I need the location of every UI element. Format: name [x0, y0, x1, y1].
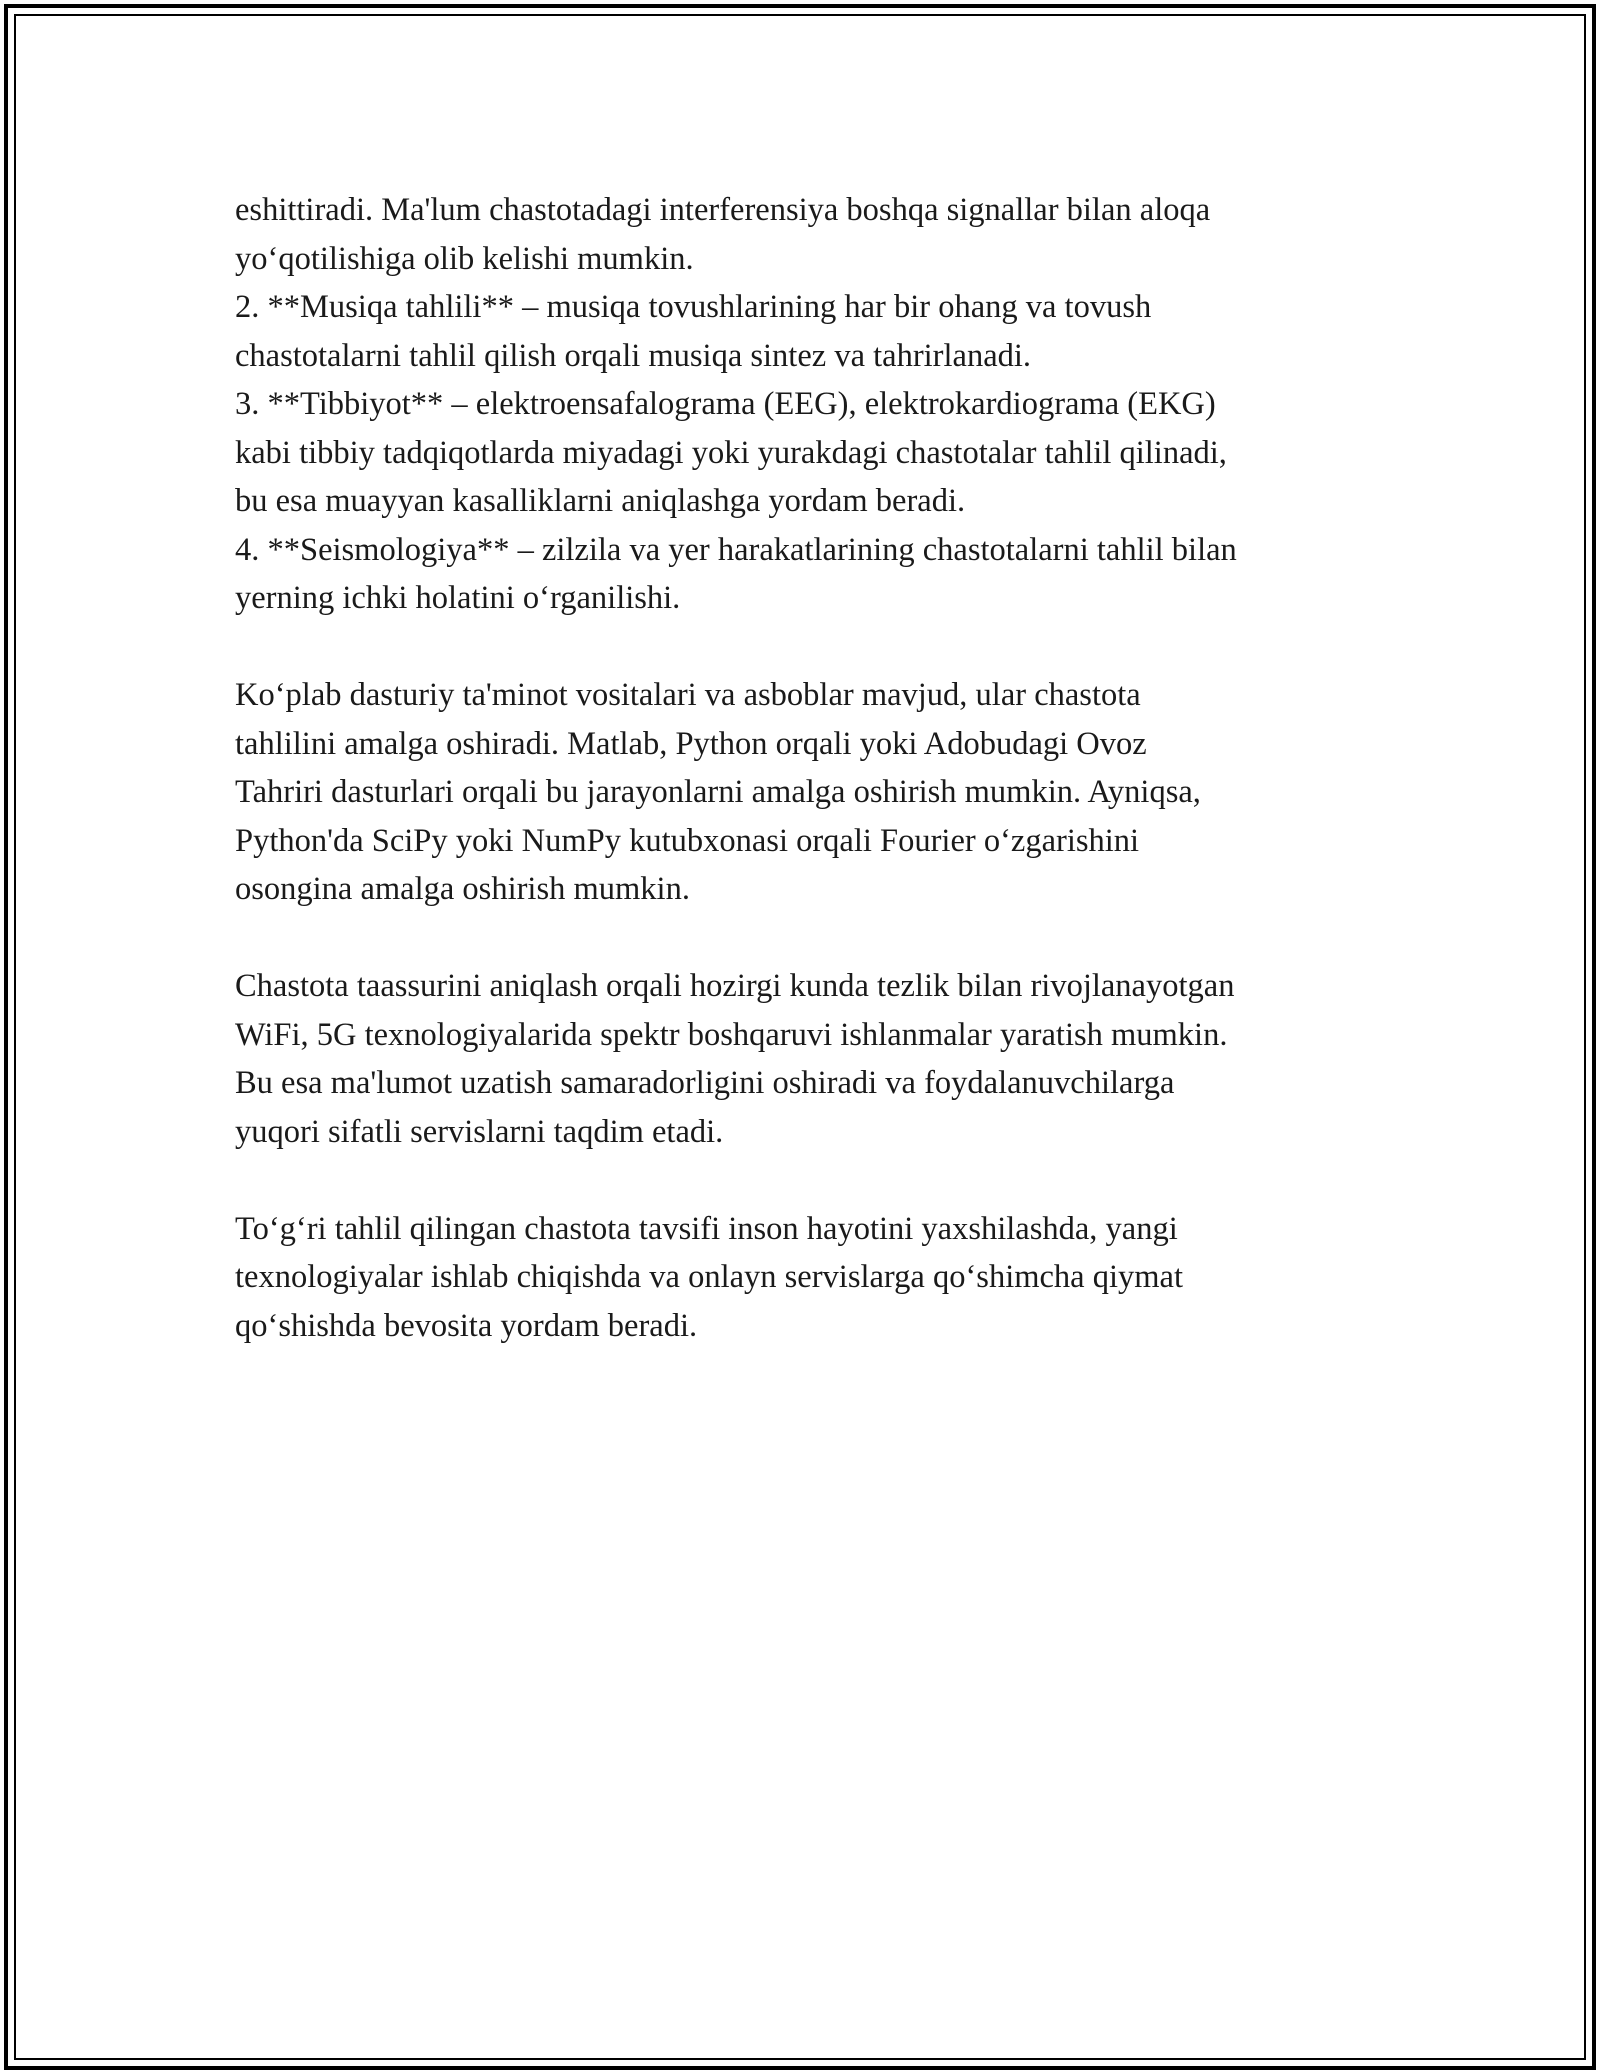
text-line: tahlilini amalga oshiradi. Matlab, Python orqali yoki Adobudagi Ovoz: [235, 725, 1147, 762]
paragraph-software-tools: [235, 671, 1385, 914]
text-line: Tahriri dasturlari orqali bu jarayonlarni amalga oshirish mumkin. Ayniqsa,: [235, 774, 1201, 810]
list-item-medicine: 3. **Tibbiyot** – elektroensafalograma (EEG), elektrokardiograma (EKG): [235, 386, 1216, 422]
text-line: To‘g‘ri tahlil qilingan chastota tavsifi inson hayotini yaxshilashda, yangi: [235, 1210, 1178, 1247]
text-line: chastotalarni tahlil qilish orqali musiqa sintez va tahrirlanadi.: [235, 337, 1032, 374]
text-line: qo‘shishda bevosita yordam beradi.: [235, 1307, 698, 1344]
text-line: Bu esa ma'lumot uzatish samaradorligini oshiradi va foydalanuvchilarga: [235, 1065, 1175, 1101]
paragraph-spacer: [235, 1156, 1385, 1205]
list-item-seismology: 4. **Seismologiya** – zilzila va yer harakatlarining chastotalarni tahlil bilan: [235, 531, 1237, 568]
text-line: Chastota taassurini aniqlash orqali hozirgi kunda tezlik bilan rivojlanayotgan: [235, 968, 1235, 1004]
text-line: yerning ichki holatini o‘rganilishi.: [235, 580, 681, 616]
text-line: eshittiradi. Ma'lum chastotadagi interferensiya boshqa signallar bilan aloqa: [235, 192, 1211, 228]
text-line: yo‘qotilishiga olib kelishi mumkin.: [235, 240, 694, 277]
text-line: yuqori sifatli servislarni taqdim etadi.: [235, 1113, 724, 1150]
paragraph-applications-list: [235, 186, 1385, 623]
text-line: texnologiyalar ishlab chiqishda va onlayn servislarga qo‘shimcha qiymat: [235, 1259, 1183, 1295]
text-line: kabi tibbiy tadqiqotlarda miyadagi yoki yurakdagi chastotalar tahlil qilinadi,: [235, 434, 1227, 471]
list-item-music-analysis: 2. **Musiqa tahlili** – musiqa tovushlarining har bir ohang va tovush: [235, 289, 1152, 325]
text-line: Ko‘plab dasturiy ta'minot vositalari va asboblar mavjud, ular chastota: [235, 677, 1141, 713]
text-line: bu esa muayyan kasalliklarni aniqlashga yordam beradi.: [235, 483, 966, 519]
paragraph-spacer: [235, 914, 1385, 963]
document-body: [235, 186, 1385, 1350]
text-line: Python'da SciPy yoki NumPy kutubxonasi orqali Fourier o‘zgarishini: [235, 822, 1140, 859]
text-line: osongina amalga oshirish mumkin.: [235, 871, 690, 907]
text-line: WiFi, 5G texnologiyalarida spektr boshqaruvi ishlanmalar yaratish mumkin.: [235, 1016, 1228, 1053]
paragraph-conclusion: [235, 1205, 1385, 1351]
paragraph-spacer: [235, 623, 1385, 672]
paragraph-wifi-5g: [235, 962, 1385, 1156]
